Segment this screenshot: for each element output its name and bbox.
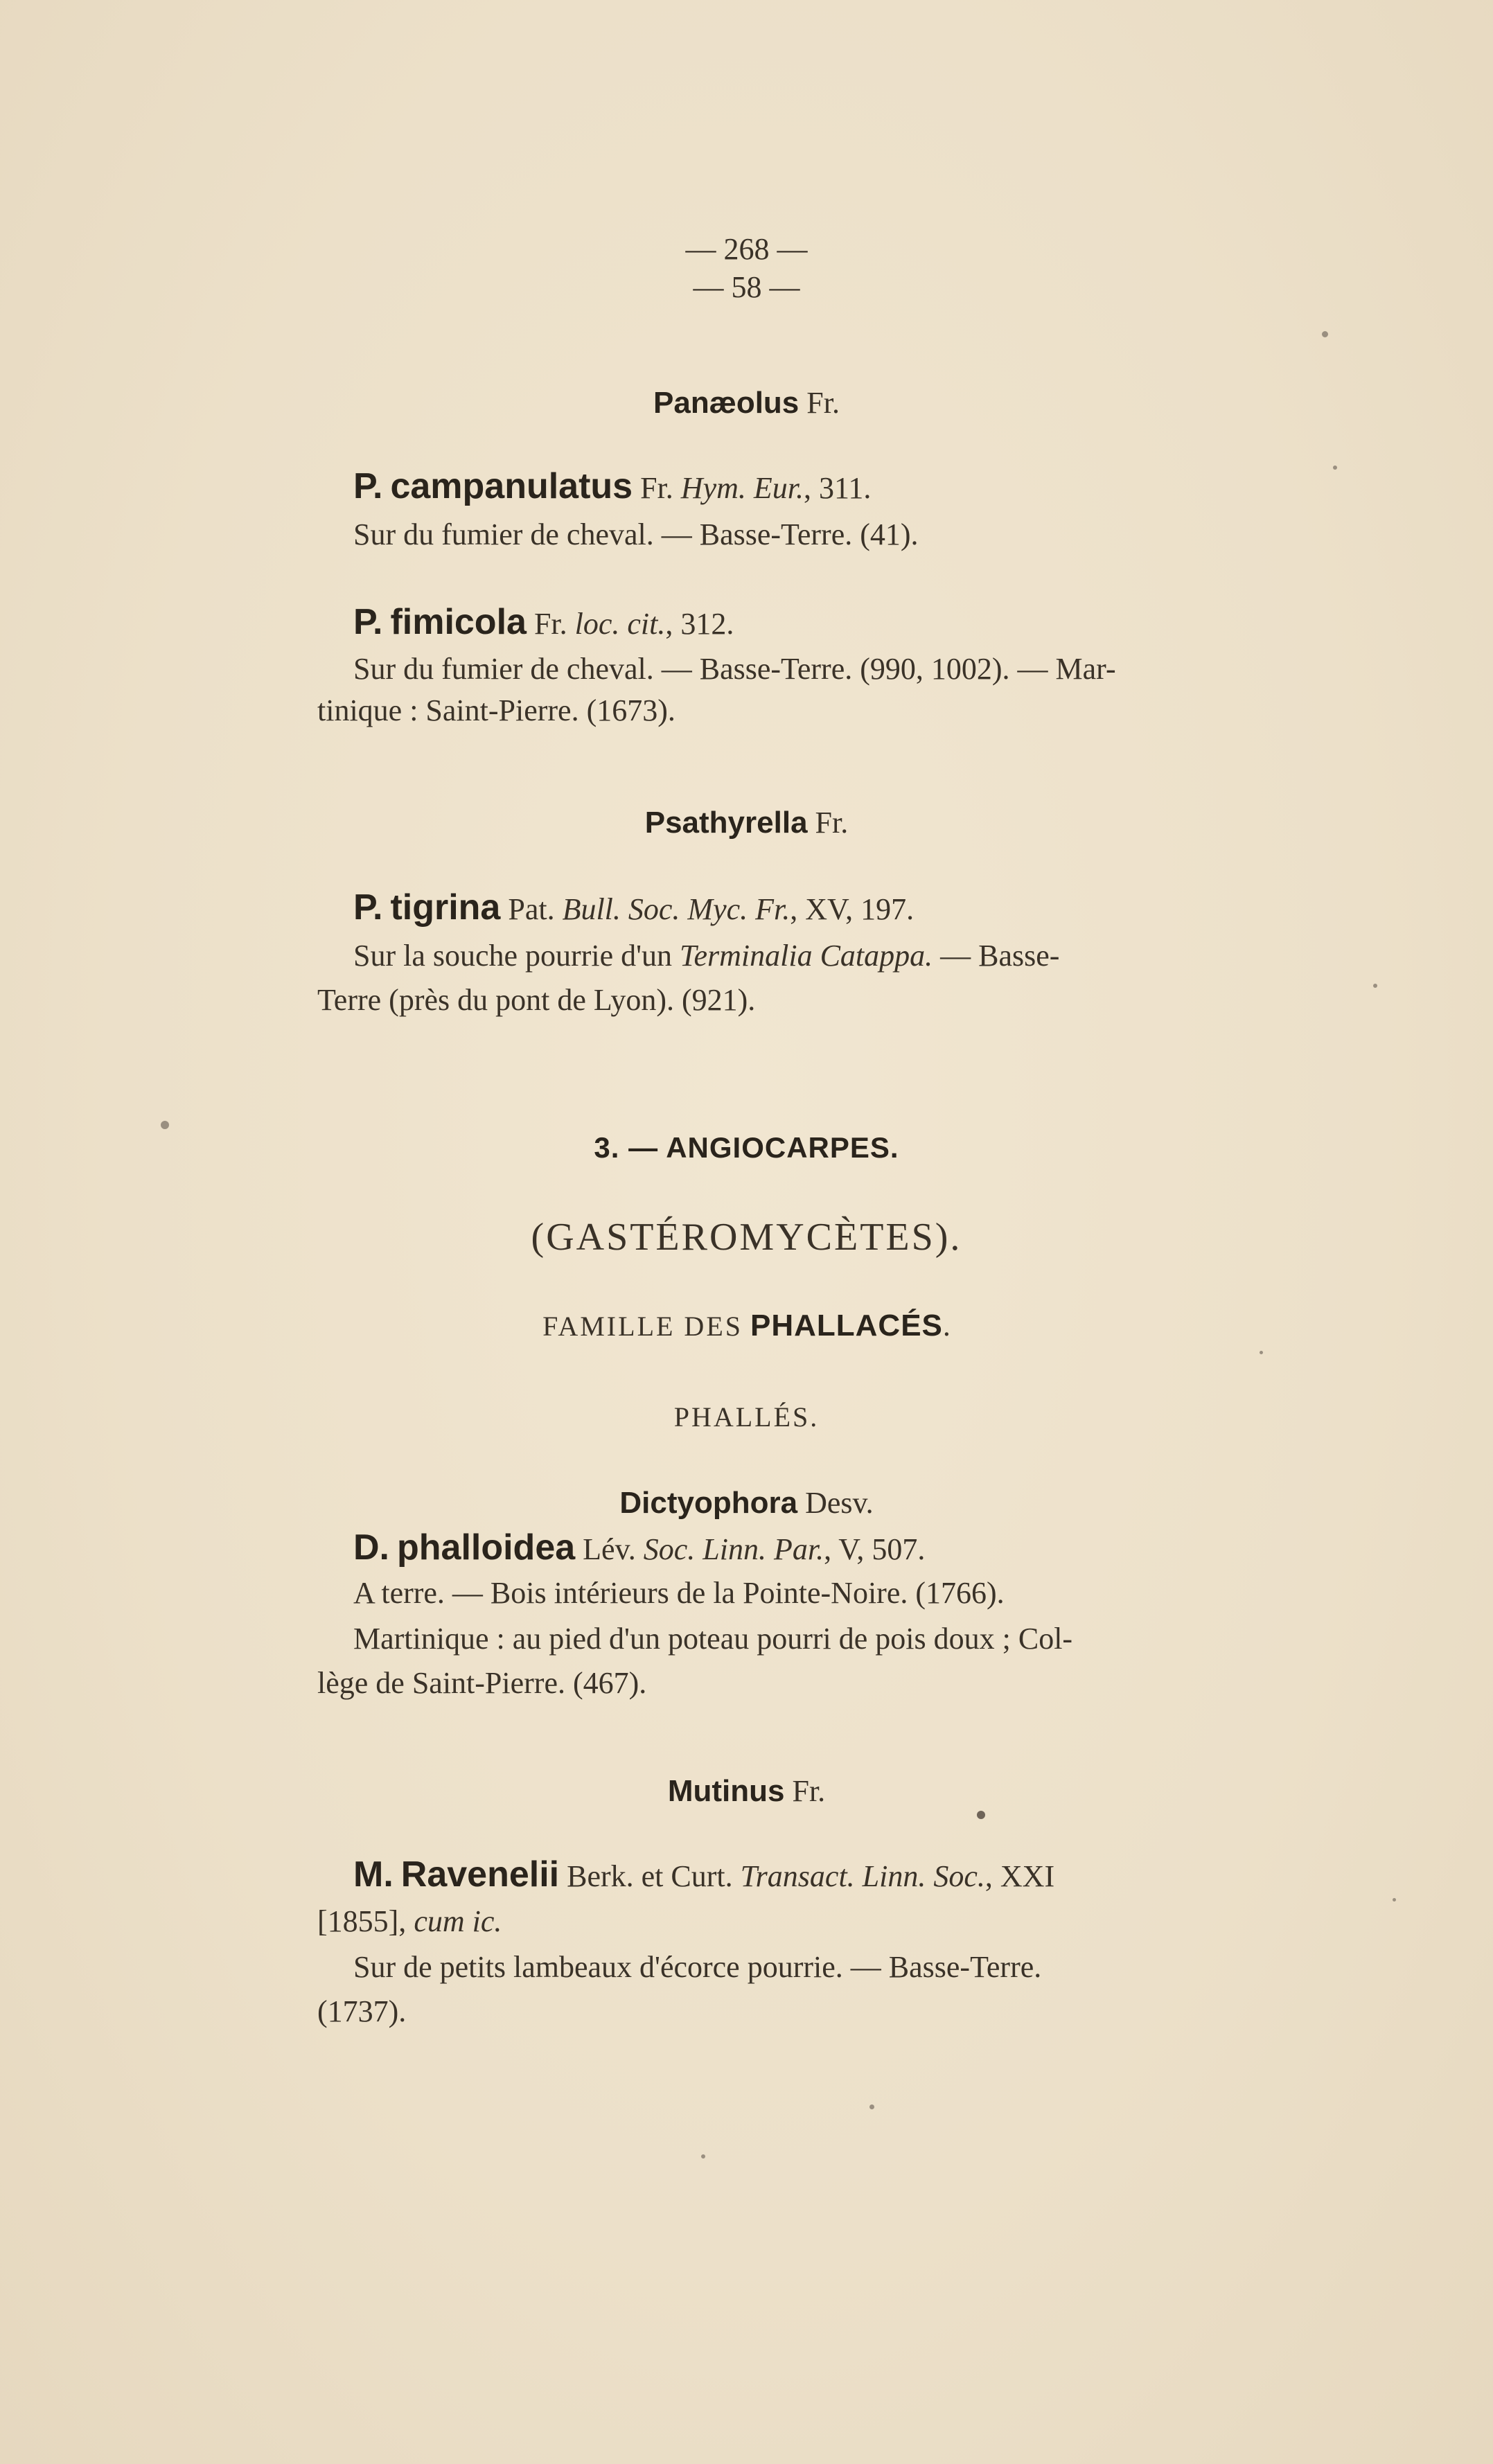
- species-phalloidea: [353, 1527, 925, 1570]
- genus-name: Mutinus: [667, 1774, 785, 1808]
- species-tigrina: [353, 887, 914, 930]
- species-reference-page: , 312.: [665, 607, 734, 641]
- reference-year: [1855],: [317, 1904, 414, 1938]
- paper-speck: [1373, 984, 1377, 988]
- genus-name: Panæolus: [653, 386, 799, 420]
- phalloidea-description-line3: lège de Saint-Pierre. (467).: [317, 1666, 647, 1700]
- paper-speck: [1260, 1351, 1263, 1354]
- species-name: Ravenelii: [400, 1854, 560, 1895]
- ravenelii-description-line1: Sur de petits lambeaux d'écorce pourrie. — Basse-Terre.: [353, 1950, 1042, 1984]
- section-heading-angiocarpes: 3. — ANGIOCARPES.: [594, 1131, 899, 1164]
- paper-speck: [701, 2154, 705, 2159]
- species-fimicola: [353, 601, 734, 645]
- genus-heading-panaeolus: [0, 382, 1493, 424]
- species-author: Fr.: [533, 607, 567, 641]
- species-abbr: M.: [353, 1854, 394, 1895]
- species-name: campanulatus: [390, 466, 633, 506]
- paper-speck: [161, 1121, 169, 1129]
- family-name: PHALLACÉS: [750, 1309, 943, 1342]
- species-abbr: P.: [353, 602, 383, 642]
- species-author: Fr.: [640, 471, 673, 505]
- species-ravenelii: [353, 1854, 1054, 1897]
- ravenelii-reference-line2: [317, 1901, 502, 1942]
- genus-heading-psathyrella: [0, 802, 1493, 844]
- species-reference: Bull. Soc. Myc. Fr.: [562, 892, 790, 926]
- species-name: tigrina: [390, 887, 501, 928]
- species-abbr: P.: [353, 466, 383, 506]
- phalloidea-description-line2: Martinique : au pied d'un poteau pourri de pois doux ; Col-: [353, 1622, 1073, 1656]
- species-abbr: P.: [353, 887, 383, 928]
- ravenelii-description-line2: (1737).: [317, 1994, 407, 2028]
- genus-heading-dictyophora: [0, 1482, 1493, 1524]
- species-abbr: D.: [353, 1527, 389, 1568]
- genus-heading-mutinus: [0, 1771, 1493, 1812]
- paper-speck: [977, 1811, 985, 1819]
- paper-speck: [1393, 1898, 1396, 1902]
- paper-speck: [1322, 331, 1328, 337]
- species-author: Lév.: [583, 1532, 636, 1566]
- section-heading-gasteromycetes: (GASTÉROMYCÈTES).: [531, 1216, 962, 1259]
- species-reference: Soc. Linn. Par.: [643, 1532, 824, 1566]
- fimicola-description-line2: tinique : Saint-Pierre. (1673).: [317, 693, 675, 727]
- tigrina-description-line1: [353, 935, 1059, 977]
- species-reference-page: , XV, 197.: [790, 892, 915, 926]
- genus-author: Fr.: [815, 806, 849, 840]
- species-reference-page: , 311.: [804, 471, 872, 505]
- species-reference: Hym. Eur.: [680, 471, 804, 505]
- tribe-heading-phalles: PHALLÉS.: [673, 1401, 820, 1433]
- species-reference-page: , V, 507.: [824, 1532, 926, 1566]
- reference-note: cum ic.: [414, 1904, 502, 1938]
- fimicola-description-line1: Sur du fumier de cheval. — Basse-Terre. (990, 1002). — Mar-: [353, 652, 1116, 686]
- tigrina-description-line2: Terre (près du pont de Lyon). (921).: [317, 983, 756, 1017]
- genus-author: Fr.: [806, 386, 840, 420]
- genus-name: Dictyophora: [619, 1486, 798, 1520]
- species-author: Pat.: [508, 892, 555, 926]
- host-plant-name: Terminalia Catappa.: [680, 939, 933, 973]
- species-reference-volume: , XXI: [984, 1859, 1055, 1893]
- page-number-new: — 58 —: [693, 270, 800, 304]
- description-text: — Basse-: [933, 939, 1060, 973]
- campanulatus-description: Sur du fumier de cheval. — Basse-Terre. (41).: [353, 517, 919, 551]
- genus-author: Desv.: [805, 1486, 874, 1520]
- species-reference: Transact. Linn. Soc.: [740, 1859, 985, 1893]
- genus-author: Fr.: [792, 1774, 826, 1808]
- family-prefix: FAMILLE DES: [542, 1311, 743, 1342]
- paper-speck: [869, 2104, 874, 2109]
- paper-speck: [1333, 466, 1337, 470]
- species-name: phalloidea: [397, 1527, 576, 1568]
- genus-name: Psathyrella: [644, 806, 808, 840]
- species-campanulatus: [353, 466, 871, 509]
- species-reference: loc. cit.: [574, 607, 666, 641]
- family-heading: [0, 1305, 1493, 1347]
- species-author: Berk. et Curt.: [567, 1859, 733, 1893]
- description-text: Sur la souche pourrie d'un: [353, 939, 680, 973]
- family-suffix: .: [942, 1309, 951, 1342]
- phalloidea-description-line1: A terre. — Bois intérieurs de la Pointe-Noire. (1766).: [353, 1576, 1005, 1610]
- species-name: fimicola: [390, 602, 527, 642]
- page-number-old: — 268 —: [685, 232, 808, 266]
